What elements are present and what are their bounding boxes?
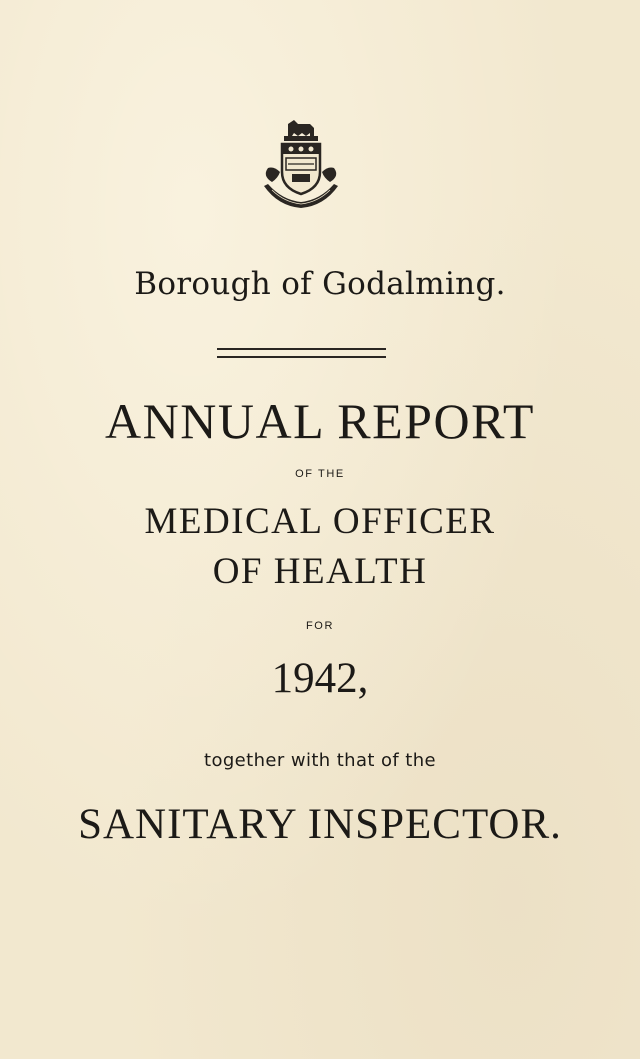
report-year: 1942, (271, 655, 369, 702)
coat-of-arms-icon (258, 116, 344, 216)
report-title: ANNUAL REPORT (105, 393, 535, 449)
of-the-label: OF THE (295, 468, 345, 480)
borough-title: Borough of Godalming. (134, 266, 506, 302)
officer-title-line-2: OF HEALTH (212, 551, 428, 592)
together-line: together with that of the (203, 750, 437, 771)
officer-title-line-1: MEDICAL OFFICER (144, 501, 496, 542)
double-rule-divider (217, 348, 386, 358)
sanitary-inspector-title: SANITARY INSPECTOR. (78, 801, 562, 848)
for-label: FOR (305, 620, 335, 632)
